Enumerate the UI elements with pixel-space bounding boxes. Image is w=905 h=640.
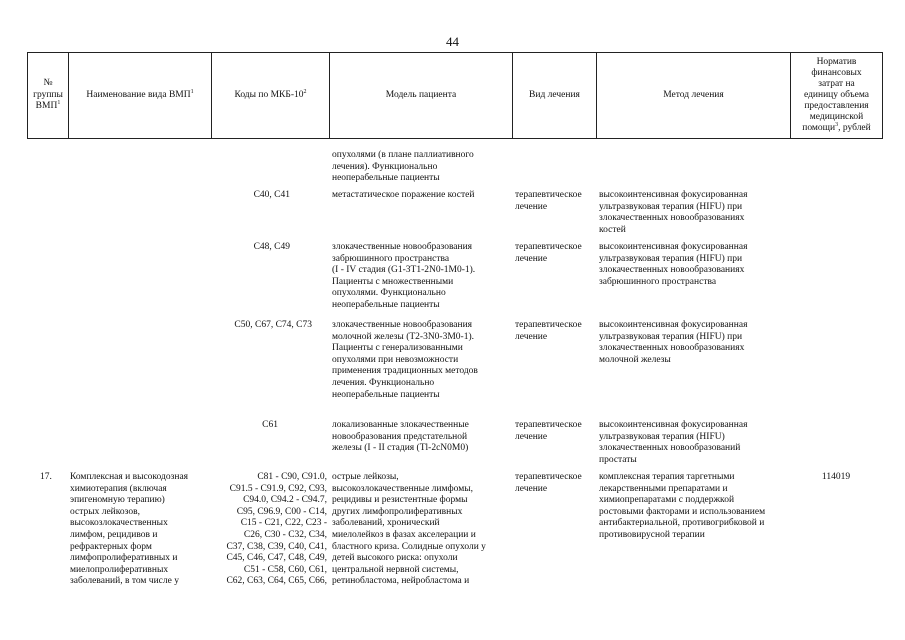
table-row-model: локализованные злокачественные новообразования предстательной железы (I - II стадия (Tl-2cN0M0) — [332, 420, 469, 454]
table-row-model: опухолями (в плане паллиативного лечения). Функционально неоперабельные пациенты — [332, 150, 474, 184]
table-row-method: высокоинтенсивная фокусированная ультразвуковая терапия (HIFU) при злокачественных новообразованиях костей — [599, 190, 748, 235]
table-row-method: комплексная терапия таргетными лекарственными препаратами и химиопрепаратами с поддержкой ростовыми факторами и использованием антибактериальной, противогрибковой и противовирусной терапии — [599, 472, 766, 540]
table-row-model: злокачественные новообразования забрюшинного пространства (I - IV стадия (G1-3T1-2N0-1M0-1). Пациенты с множественными опухолями. Функционально неоперабельные пациенты — [332, 242, 476, 310]
table-row-cost-norm: 114019 — [821, 472, 851, 482]
header-icd-codes: Коды по МКБ-$10^2$ — [234, 88, 307, 100]
table-row-vmp-name: Комплексная и высокодозная химиотерапия (включая эпигеномную терапию) острых лейкозов, высокозлокачественных лимфом, рецидивов и рефрактерных форм лимфопролиферативных и миелопролиферативных заболеваний, в том числе у — [70, 472, 189, 587]
table-row-type: терапевтическое лечение — [515, 242, 582, 264]
table-row-model: злокачественные новообразования молочной железы (Т2-3N0-3M0-1). Пациенты с генерализованными опухолями при невозможности применения традиционных методов лечения. Функционально неоперабельные пациенты — [332, 320, 478, 400]
table-row-codes: С81 - С90, С91.0, С91.5 - С91.9, С92, С93, С94.0, С94.2 - С94.7, С95, С96.9, С00 - С14, С15 - С21, С22, С23 - С26, С30 - С32, С34, С37, С38, С39, С40, С41, С45, С46, С47, С48, С49, С51 - С58, С60, С61, С62, С63, С64, С65, С66, — [226, 472, 327, 587]
table-row-codes: С40, С41 — [253, 190, 290, 200]
header-patient-model: Модель пациента — [385, 89, 457, 100]
table-row-type: терапевтическое лечение — [515, 190, 582, 212]
table-row-codes: С48, С49 — [253, 242, 290, 252]
table-row-group-number: 17. — [40, 472, 52, 482]
table-row-model: острые лейкозы, высокозлокачественные лимфомы, рецидивы и резистентные формы других лимфопролиферативных заболеваний, хронический миелолейкоз в фазах акселерации и бластного криза. Солидные опухоли у детей высокого риска: опухоли центральной нервной системы, ретинобластома, нейробластома и — [332, 472, 486, 587]
table-row-type: терапевтическое лечение — [515, 320, 582, 342]
table-row-method: высокоинтенсивная фокусированная ультразвуковая терапия (HIFU) при злокачественных новообразованиях молочной железы — [599, 320, 748, 365]
page-number: 44 — [446, 34, 459, 49]
col-divider — [882, 52, 883, 139]
table-row-method: высокоинтенсивная фокусированная ультразвуковая терапия (HIFU) злокачественных новообразований простаты — [599, 420, 748, 465]
table-row-model: метастатическое поражение костей — [332, 190, 475, 200]
header-vmp-name: Наименование вида ВМП$^1$ — [86, 88, 194, 100]
table-row-method: высокоинтенсивная фокусированная ультразвуковая терапия (HIFU) при злокачественных новообразованиях забрюшинного пространства — [599, 242, 748, 287]
header-treatment-type: Вид лечения — [529, 89, 580, 100]
table-row-codes: С50, С67, С74, С73 — [234, 320, 312, 330]
header-treatment-method: Метод лечения — [663, 89, 724, 100]
table-row-codes: С61 — [262, 420, 278, 430]
table-row-type: терапевтическое лечение — [515, 420, 582, 442]
table-row-type: терапевтическое лечение — [515, 472, 582, 494]
header-group-number: № группы ВМП$^1$ — [33, 78, 63, 112]
header-cost-norm: Норматив финансовых затрат на единицу объема предоставления медицинской помощи$^3$, рублей — [802, 57, 871, 133]
header-bottom-border — [27, 138, 882, 139]
